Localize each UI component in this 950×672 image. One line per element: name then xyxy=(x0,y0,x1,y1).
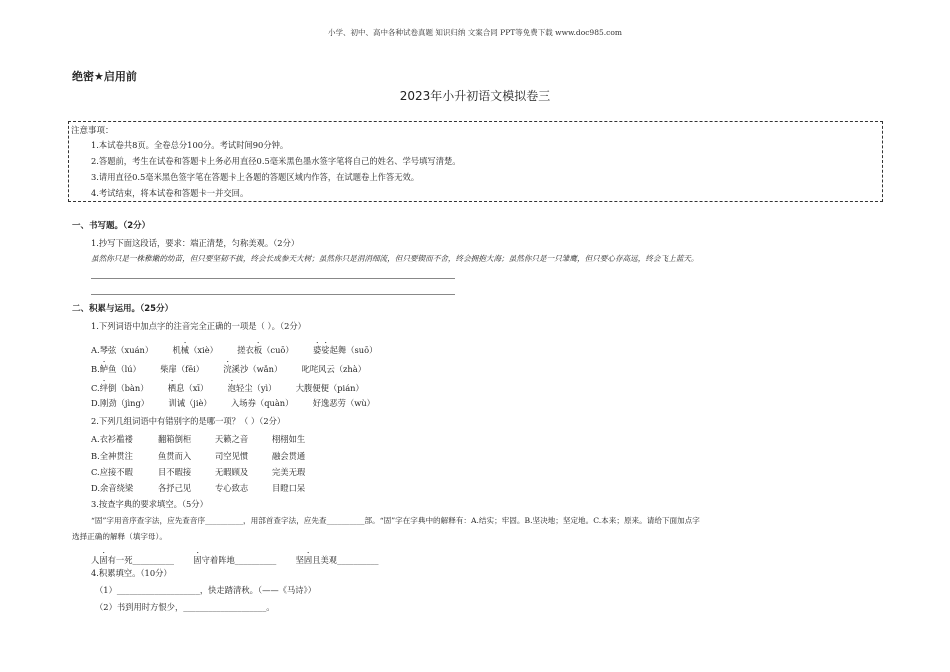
q4-item-2: （2）书到用时方恨少，____________________。 xyxy=(95,602,275,612)
q1-option-a: A.琴弦（xuán） 机械（xiè） 搓衣板（cuō） 婆娑起舞（suō） xyxy=(91,345,378,355)
q2-option-d: D.余音绕梁 各抒己见 专心致志 目瞪口呆 xyxy=(91,483,306,493)
q4-item-1: （1）____________________，快走踏清秋。（——《马诗》） xyxy=(95,585,316,595)
notice-box xyxy=(68,121,883,202)
notice-item: 3.请用直径0.5毫米黑色签字笔在答题卡上各题的答题区域内作答，在试题卷上作答无效。 xyxy=(91,172,420,182)
copy-passage: 虽然你只是一株稚嫩的幼苗，但只要坚韧不拔，终会长成参天大树；虽然你只是涓涓细流，但只要锲而不舍，终会拥抱大海；虽然你只是一只雏鹰，但只要心存高远，终会飞上蓝天。 xyxy=(91,254,699,263)
notice-label: 注意事项： xyxy=(71,126,114,136)
confidential-label: 绝密★启用前 xyxy=(72,70,137,83)
q1-option-b: B.鲈鱼（lú） 柴扉（fēi） 浣溪沙（wǎn） 叱咤风云（zhà） xyxy=(91,364,367,374)
q2-option-b: B.全神贯注 鱼贯而入 司空见惯 融会贯通 xyxy=(91,451,306,461)
q3-line-1: “固”字用音序查字法，应先查音序__________，用部首查字法，应先查__________部。“固”字在字典中的解释有：A.结实；牢固。B.坚决地；坚定地。C.本来；原来。请给下面加点字 xyxy=(91,516,700,525)
writing-line[interactable] xyxy=(91,278,455,279)
question-2-2: 2.下列几组词语中有错别字的是哪一项？（ ）（2分） xyxy=(91,416,286,426)
section-2-title: 二、积累与运用。（25分） xyxy=(72,304,174,314)
page-title: 2023年小升初语文模拟卷三 xyxy=(399,89,551,103)
question-2-1: 1.下列词语中加点字的注音完全正确的一项是（ ）。（2分） xyxy=(91,321,306,331)
writing-line[interactable] xyxy=(91,294,455,295)
notice-item: 4.考试结束，将本试卷和答题卡一并交回。 xyxy=(91,188,249,198)
q1-option-d: D.刚劲（jìng） 训诫（jiè） 入场券（quàn） 好逸恶劳（wù） xyxy=(91,398,375,408)
page-header: 小学、初中、高中各种试卷真题 知识归纳 文案合同 PPT等免费下载 www.doc985.com xyxy=(328,28,622,37)
section-1-title: 一、书写题。（2分） xyxy=(72,221,151,231)
q1-option-c: C.绊倒（bàn） 栖息（xī） 泡轻尘（yì） 大腹便便（pián） xyxy=(91,383,364,393)
question-2-4: 4.积累填空。（10分） xyxy=(91,568,172,578)
q2-option-c: C.应接不暇 目不暇接 无暇顾及 完美无瑕 xyxy=(91,467,306,477)
q3-words: 人固有一死__________ 固守着阵地__________ 坚固且美观__________ xyxy=(91,555,379,565)
q2-option-a: A.衣衫褴褛 翻箱倒柜 天籁之音 栩栩如生 xyxy=(91,434,306,444)
question-2-3: 3.按查字典的要求填空。（5分） xyxy=(91,499,208,509)
notice-item: 1.本试卷共8页。全卷总分100分。考试时间90分钟。 xyxy=(91,140,289,150)
question-1-1: 1.抄写下面这段话，要求：端正清楚，匀称美观。（2分） xyxy=(91,238,300,248)
q3-line-2: 选择正确的解释（填字母）。 xyxy=(72,532,167,541)
notice-item: 2.答题前，考生在试卷和答题卡上务必用直径0.5毫米黑色墨水签字笔将自己的姓名、学号填写清楚。 xyxy=(91,156,461,166)
